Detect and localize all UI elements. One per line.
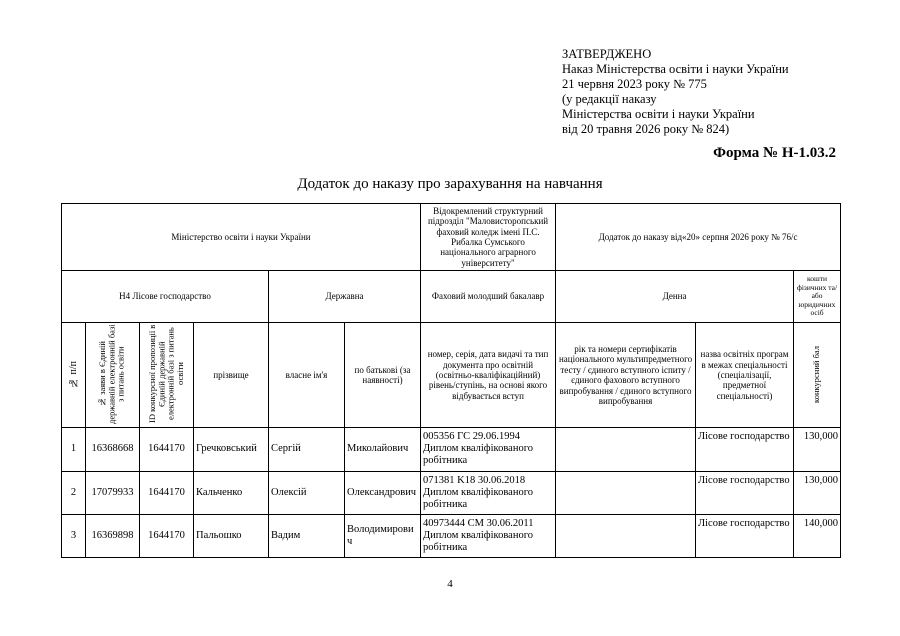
cell-doc: 005356 ГС 29.06.1994 Диплом кваліфікованого робітника — [421, 428, 556, 471]
document-title: Додаток до наказу про зарахування на навчання — [297, 176, 603, 192]
cell-programs: Лісове господарство — [696, 471, 794, 514]
col-surname-header: прізвище — [194, 323, 269, 428]
cell-score: 130,000 — [794, 428, 841, 471]
approval-line: Міністерства освіти і науки України — [562, 107, 755, 121]
cell-patronymic: Володимирович — [345, 514, 421, 557]
col-programs-header: назва освітніх програм в межах спеціальності (спеціалізації, предметної спеціальності) — [696, 323, 794, 428]
col-doc-header: номер, серія, дата видачі та тип документа про освітній (освітньо-кваліфікаційний) рівень/ступінь, на основі якого відбувається вступ — [421, 323, 556, 428]
cell-patronymic: Олександрович — [345, 471, 421, 514]
col-name-header: власне ім'я — [269, 323, 345, 428]
cell-certs — [556, 514, 696, 557]
approval-stamp — [562, 47, 789, 137]
cell-surname: Гречковський — [194, 428, 269, 471]
header-row-1 — [62, 204, 841, 271]
cell-surname: Пальошко — [194, 514, 269, 557]
funding-source-cell: кошти фізичних та/або юридичних осіб — [794, 271, 841, 323]
cell-programs: Лісове господарство — [696, 514, 794, 557]
approval-line: від 20 травня 2026 року № 824) — [562, 122, 730, 136]
cell-doc: 071381 K18 30.06.2018 Диплом кваліфікованого робітника — [421, 471, 556, 514]
table-row — [62, 471, 841, 514]
cell-programs: Лісове господарство — [696, 428, 794, 471]
cell-doc: 40973444 CM 30.06.2011 Диплом кваліфікованого робітника — [421, 514, 556, 557]
cell-certs — [556, 471, 696, 514]
study-form-cell: Денна — [556, 271, 794, 323]
table-row — [62, 428, 841, 471]
col-no-header: № п/п — [68, 360, 79, 388]
cell-score: 140,000 — [794, 514, 841, 557]
col-patronymic-header: по батькові (за наявності) — [345, 323, 421, 428]
cell-name: Олексій — [269, 471, 345, 514]
degree-cell: Фаховий молодший бакалавр — [421, 271, 556, 323]
funding-cell: Державна — [269, 271, 421, 323]
cell-no: 2 — [62, 471, 86, 514]
approval-line: 21 червня 2023 року № 775 — [562, 77, 707, 91]
specialty-cell: H4 Лісове господарство — [62, 271, 269, 323]
cell-name: Вадим — [269, 514, 345, 557]
cell-patronymic: Миколайович — [345, 428, 421, 471]
col-score-header: конкурсний бал — [811, 345, 822, 403]
cell-surname: Кальченко — [194, 471, 269, 514]
cell-app-no: 17079933 — [86, 471, 140, 514]
cell-offer-id: 1644170 — [140, 514, 194, 557]
table-row — [62, 514, 841, 557]
cell-app-no: 16368668 — [86, 428, 140, 471]
institution-cell: Відокремлений структурний підрозділ "Маловисторопський фаховий коледж імені П.С. Рибалка Сумського національного аграрного університету" — [421, 204, 556, 271]
approval-line: ЗАТВЕРДЖЕНО — [562, 47, 652, 61]
approval-line: (у редакції наказу — [562, 92, 657, 106]
ministry-cell: Міністерство освіти і науки України — [62, 204, 421, 271]
col-certs-header: рік та номери сертифікатів національного мультипредметного тесту / єдиного вступного іспиту / єдиного фахового вступного випробування / єдиного вступного випробування — [556, 323, 696, 428]
cell-no: 3 — [62, 514, 86, 557]
header-row-2 — [62, 271, 841, 323]
cell-offer-id: 1644170 — [140, 428, 194, 471]
cell-app-no: 16369898 — [86, 514, 140, 557]
approval-line: Наказ Міністерства освіти і науки України — [562, 62, 789, 76]
cell-name: Сергій — [269, 428, 345, 471]
page-number: 4 — [447, 578, 453, 590]
col-offer-id-header: ID конкурсної пропозиції в Єдиній державній електронній базі з питань освіти — [146, 324, 185, 424]
form-number: Форма № Н-1.03.2 — [713, 145, 836, 161]
cell-certs — [556, 428, 696, 471]
order-ref-cell: Додаток до наказу від«20» серпня 2026 року № 76/с — [556, 204, 841, 271]
col-app-no-header: № заяви в Єдиній державній електронній базі з питань освіти — [97, 324, 127, 424]
column-header-row — [62, 323, 841, 428]
cell-no: 1 — [62, 428, 86, 471]
cell-offer-id: 1644170 — [140, 471, 194, 514]
cell-score: 130,000 — [794, 471, 841, 514]
enrollment-table — [61, 203, 841, 558]
